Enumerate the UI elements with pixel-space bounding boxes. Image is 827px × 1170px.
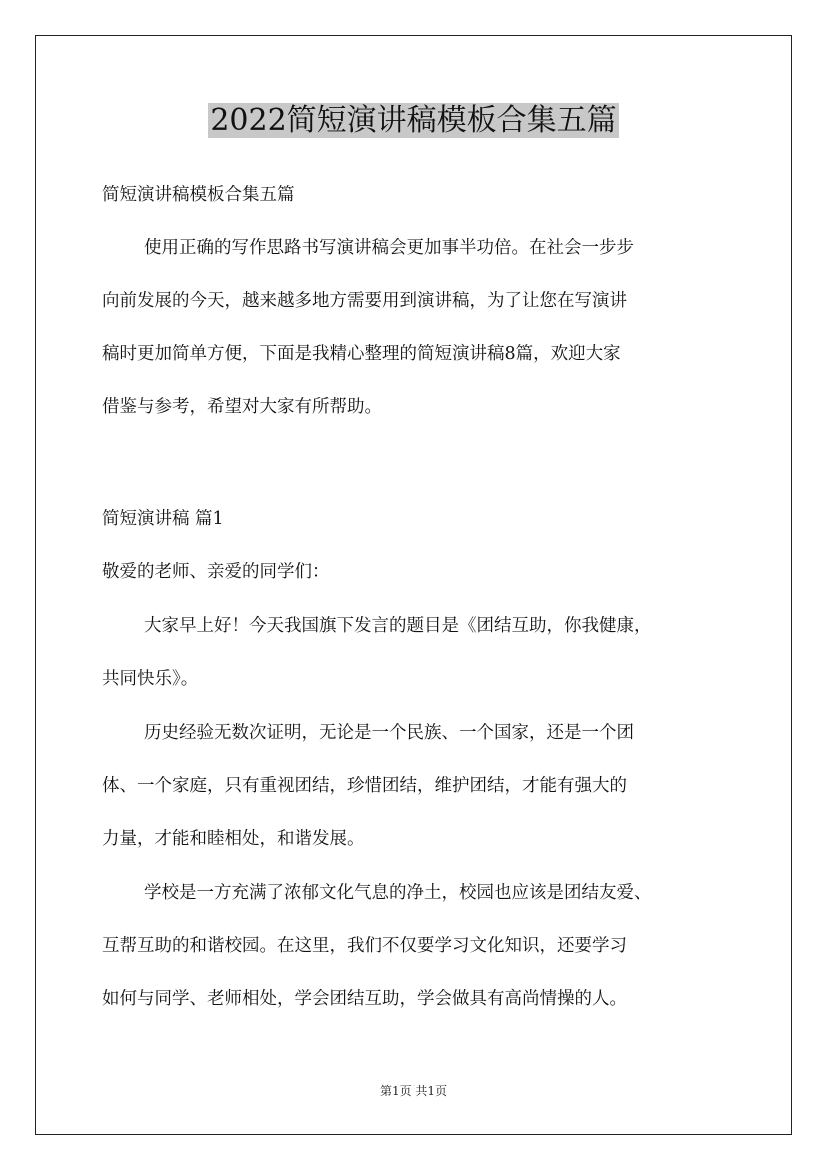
paragraph-line: 力量，才能和睦相处，和谐发展。: [102, 829, 365, 849]
document-subtitle: 简短演讲稿模板合集五篇: [102, 185, 295, 205]
salutation: 敬爱的老师、亲爱的同学们：: [102, 562, 330, 582]
body-paragraph-3: [102, 877, 742, 1036]
paragraph-line: 稿时更加简单方便，下面是我精心整理的简短演讲稿8篇，欢迎大家: [102, 344, 621, 364]
paragraph-line: 大家早上好！今天我国旗下发言的题目是《团结互助，你我健康，: [144, 616, 652, 636]
paragraph-line: 互帮互助的和谐校园。在这里，我们不仅要学习文化知识，还要学习: [102, 936, 627, 956]
paragraph-line: 借鉴与参考，希望对大家有所帮助。: [102, 397, 382, 417]
paragraph-line: 历史经验无数次证明，无论是一个民族、一个国家，还是一个团: [144, 723, 634, 743]
document-title: [0, 100, 827, 142]
document-title-text: 2022简短演讲稿模板合集五篇: [210, 103, 617, 138]
intro-paragraph: [102, 232, 742, 444]
paragraph-line: 如何与同学、老师相处，学会团结互助，学会做具有高尚情操的人。: [102, 989, 627, 1009]
body-paragraph-2: [102, 717, 742, 876]
paragraph-line: 体、一个家庭，只有重视团结，珍惜团结，维护团结，才能有强大的: [102, 776, 627, 796]
paragraph-line: 学校是一方充满了浓郁文化气息的净土，校园也应该是团结友爱、: [144, 883, 652, 903]
paragraph-line: 向前发展的今天，越来越多地方需要用到演讲稿，为了让您在写演讲: [102, 291, 627, 311]
paragraph-line: 共同快乐》。: [102, 669, 199, 689]
body-paragraph-1: [102, 610, 742, 716]
paragraph-line: 使用正确的写作思路书写演讲稿会更加事半功倍。在社会一步步: [144, 238, 634, 258]
page-footer: 第1页 共1页: [379, 1084, 448, 1098]
section-heading: 简短演讲稿 篇1: [102, 509, 224, 529]
